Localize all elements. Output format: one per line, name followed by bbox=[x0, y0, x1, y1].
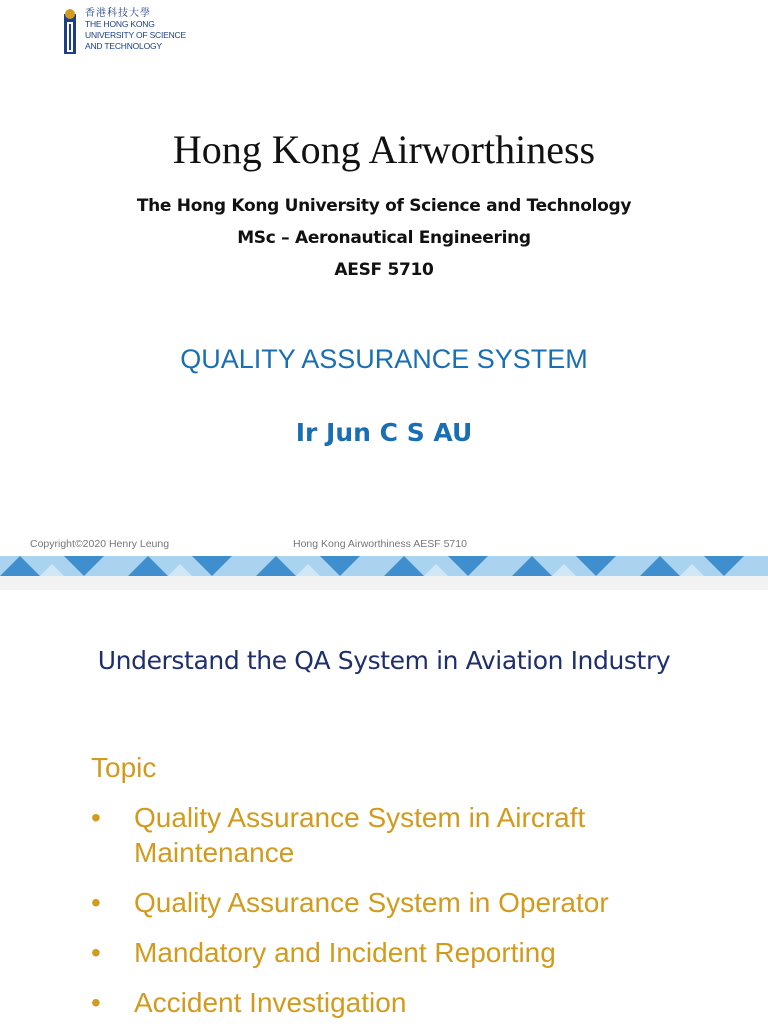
bullet-icon: • bbox=[91, 987, 101, 1018]
list-item bbox=[91, 985, 751, 1020]
logo-english-line: UNIVERSITY OF SCIENCE bbox=[85, 30, 186, 40]
section-heading: QUALITY ASSURANCE SYSTEM bbox=[180, 344, 588, 374]
author-name: Ir Jun C S AU bbox=[295, 418, 473, 447]
logo-english-line: THE HONG KONG bbox=[85, 19, 155, 29]
list-item bbox=[91, 935, 751, 970]
subtitle-course-code: AESF 5710 bbox=[334, 260, 434, 280]
slide-title-text: Hong Kong Airworthiness bbox=[172, 127, 596, 172]
decorative-band bbox=[0, 556, 768, 576]
slide-topics-title: Understand the QA System in Aviation Industry bbox=[97, 646, 671, 675]
footer-course: Hong Kong Airworthiness AESF 5710 bbox=[293, 538, 467, 550]
bullet-icon: • bbox=[91, 802, 101, 833]
topic-label: Topic bbox=[91, 752, 157, 783]
list-item-text: Mandatory and Incident Reporting bbox=[134, 937, 556, 968]
footer-copyright: Copyright©2020 Henry Leung bbox=[30, 538, 170, 550]
list-item bbox=[91, 885, 751, 920]
subtitle-programme: MSc – Aeronautical Engineering bbox=[237, 228, 531, 248]
university-logo bbox=[60, 8, 186, 56]
bullet-icon: • bbox=[91, 937, 101, 968]
list-item-text: Accident Investigation bbox=[134, 987, 407, 1018]
slide-divider bbox=[0, 576, 768, 590]
slide-topics bbox=[0, 590, 768, 1024]
bullet-icon: • bbox=[91, 887, 101, 918]
list-item bbox=[91, 800, 751, 870]
list-item-text: Quality Assurance System in Operator bbox=[134, 887, 609, 918]
logo-chinese-name: 香港科技大學 bbox=[85, 8, 151, 19]
logo-english-line: AND TECHNOLOGY bbox=[85, 41, 162, 51]
university-crest-icon bbox=[60, 8, 80, 56]
list-item-text: Quality Assurance System in Aircraft Maintenance bbox=[134, 802, 586, 868]
subtitle-university: The Hong Kong University of Science and Technology bbox=[136, 196, 632, 216]
